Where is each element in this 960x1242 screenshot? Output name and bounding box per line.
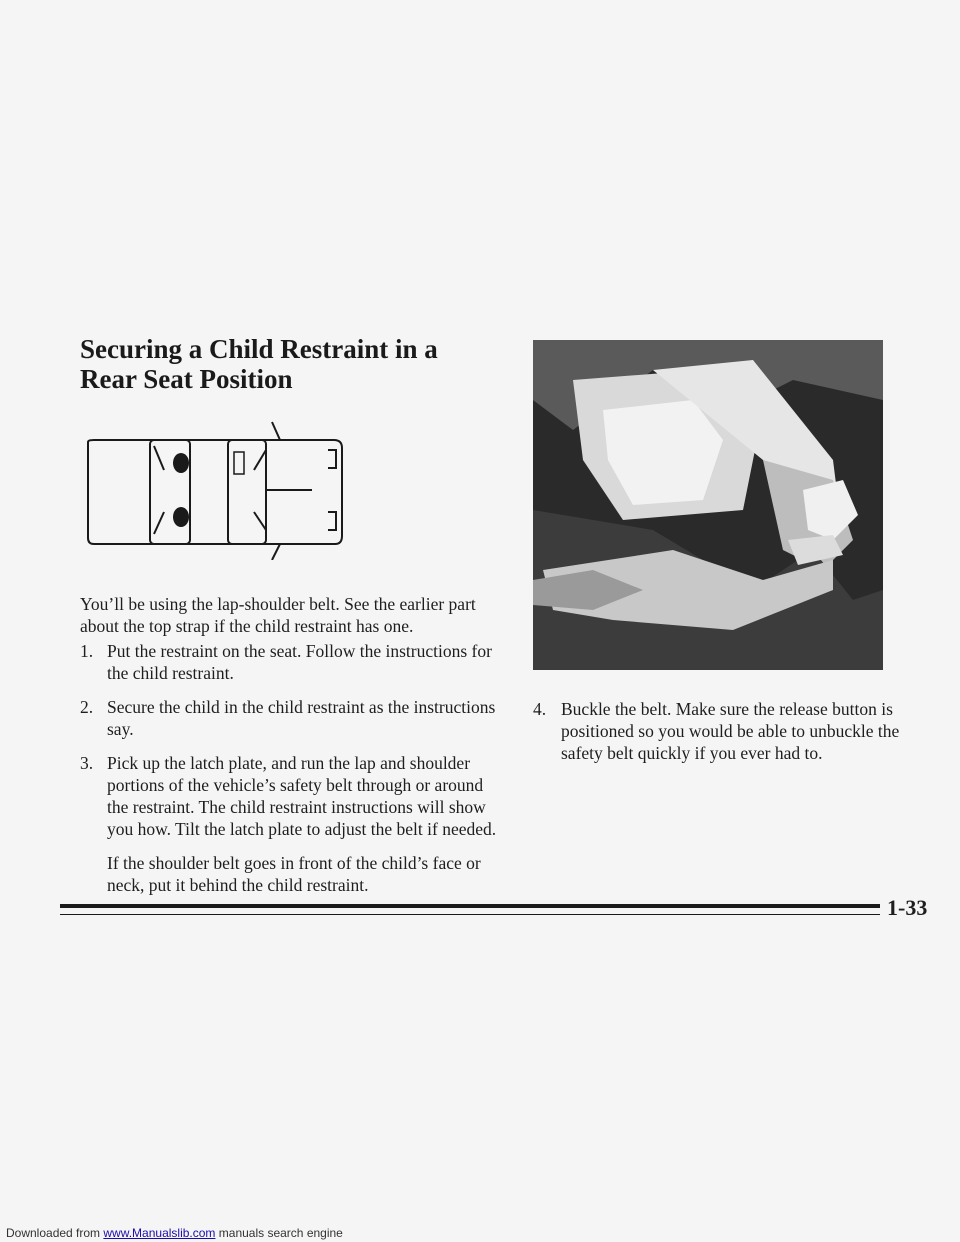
intro-paragraph: You’ll be using the lap-shoulder belt. See the earlier part about the top strap if the child restraint has one. — [80, 594, 476, 636]
buckling-belt-photo — [533, 340, 883, 670]
page-number: 1-33 — [887, 895, 928, 920]
step-number: 2. — [80, 697, 94, 717]
list-item — [80, 696, 505, 740]
download-footer — [6, 1226, 343, 1240]
step-text: Secure the child in the child restraint as the instructions say. — [107, 697, 496, 739]
section-title: Securing a Child Restraint in a Rear Seat Position — [80, 334, 438, 394]
list-item — [80, 752, 505, 896]
footer-suffix: manuals search engine — [215, 1226, 343, 1240]
vehicle-seating-diagram — [80, 420, 350, 560]
footer-rule-thick — [60, 904, 880, 908]
footer-rule-thin — [60, 914, 880, 915]
step-text: Pick up the latch plate, and run the lap and shoulder portions of the vehicle’s safety belt through or around the restraint. The child restraint instructions will show you how. Tilt the latch plate to adjust the belt if needed. — [107, 753, 497, 839]
child-seat-marker-top — [173, 453, 189, 473]
list-item — [533, 698, 923, 764]
list-item — [80, 640, 505, 684]
step-note: If the shoulder belt goes in front of the child’s face or neck, put it behind the child restraint. — [107, 853, 481, 895]
step-number: 1. — [80, 641, 94, 661]
step-text: Buckle the belt. Make sure the release button is positioned so you would be able to unbuckle the safety belt quickly if you ever had to. — [561, 699, 900, 763]
manualslib-link[interactable]: www.Manualslib.com — [103, 1226, 216, 1240]
step-text: Put the restraint on the seat. Follow the instructions for the child restraint. — [107, 641, 492, 683]
steps-list — [80, 640, 505, 908]
step-number: 4. — [533, 699, 547, 719]
child-seat-marker-bottom — [173, 507, 189, 527]
step-number: 3. — [80, 753, 94, 773]
footer-prefix: Downloaded from — [6, 1226, 104, 1240]
